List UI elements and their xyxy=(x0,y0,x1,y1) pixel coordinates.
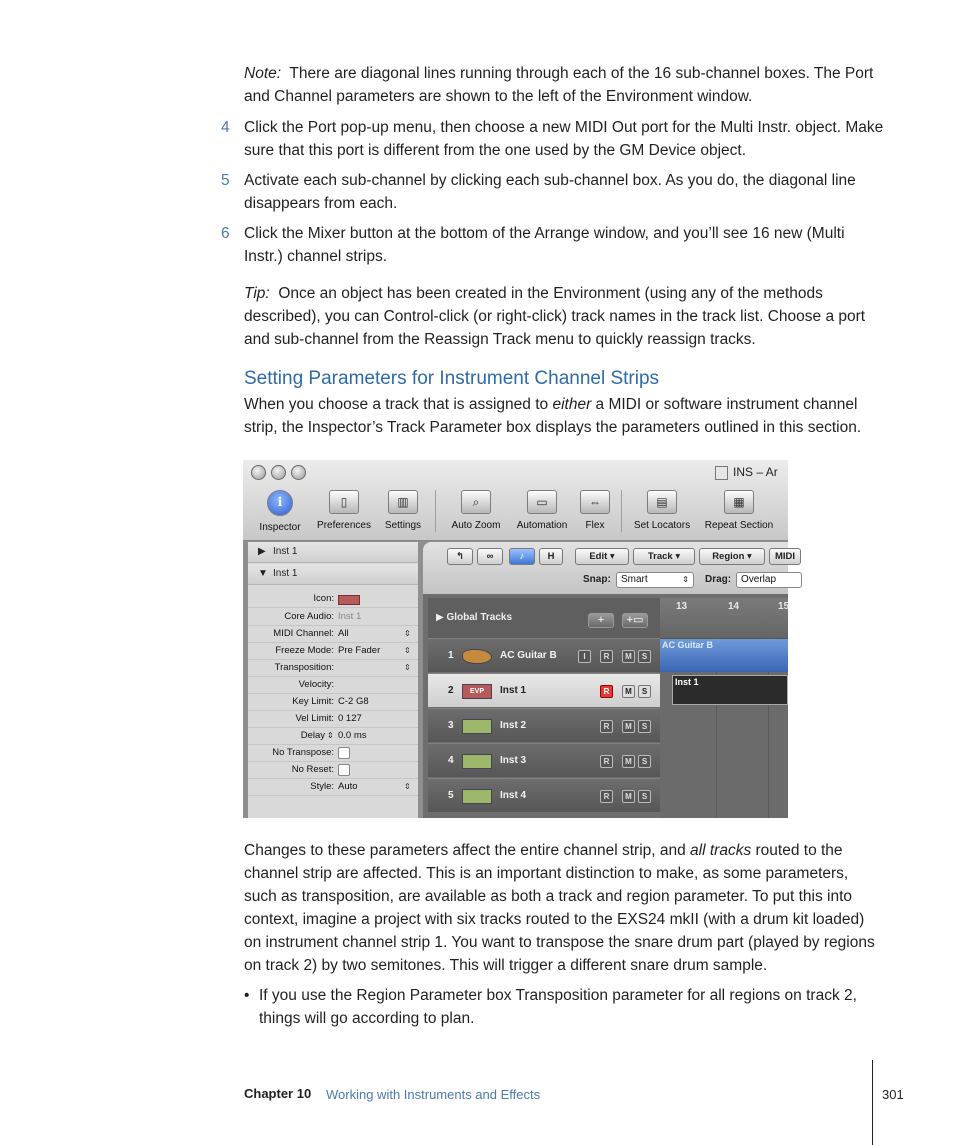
catch-icon[interactable]: ♪ xyxy=(509,548,535,565)
param-style[interactable] xyxy=(248,778,418,796)
midi-region[interactable] xyxy=(672,675,788,705)
mute-button[interactable]: M xyxy=(622,790,635,803)
keyboard-icon xyxy=(462,754,492,769)
inspector-track-row[interactable] xyxy=(248,564,418,585)
record-button[interactable]: R xyxy=(600,755,613,768)
toolbar-label: Repeat Section xyxy=(704,520,774,531)
param-value: Auto xyxy=(338,781,358,792)
body-text: Changes to these parameters affect the entire channel strip, and xyxy=(244,842,691,859)
param-key: Freeze Mode: xyxy=(275,645,334,656)
step-text: Activate each sub-channel by clicking each sub-channel box. As you do, the diagonal line disappears from each. xyxy=(244,172,856,212)
window-toolbar xyxy=(243,460,788,541)
ruler-number: 15 xyxy=(778,601,790,612)
solo-button[interactable]: S xyxy=(638,685,651,698)
body-paragraph xyxy=(244,839,884,977)
stepper-icon[interactable]: ⇕ xyxy=(404,646,411,655)
snap-label: Snap: xyxy=(583,574,611,585)
track-row[interactable] xyxy=(428,708,660,742)
record-button[interactable]: R xyxy=(600,720,613,733)
disclosure-down-icon: ▼ xyxy=(258,568,268,579)
param-key-limit[interactable] xyxy=(248,693,418,711)
snap-select[interactable] xyxy=(616,572,694,588)
link-icon[interactable]: ∞ xyxy=(477,548,503,565)
global-tracks-label: Global Tracks xyxy=(446,612,513,623)
param-icon[interactable] xyxy=(248,590,418,608)
param-no-transpose[interactable] xyxy=(248,744,418,762)
ruler-number: 13 xyxy=(676,601,688,612)
record-button[interactable]: R xyxy=(600,790,613,803)
toolbar-label: Auto Zoom xyxy=(451,520,501,531)
param-key: No Reset: xyxy=(291,764,334,775)
duplicate-track-icon[interactable]: +▭ xyxy=(622,613,648,628)
toolbar-label: Settings xyxy=(384,520,422,531)
toolbar-separator xyxy=(435,490,436,532)
param-value: 0 127 xyxy=(338,713,362,724)
record-button[interactable]: R xyxy=(600,650,613,663)
param-key: Core Audio: xyxy=(284,611,334,622)
toolbar-flex-button[interactable] xyxy=(577,490,613,538)
keyboard-icon xyxy=(462,789,492,804)
set-locators-icon: ▤ xyxy=(647,490,677,514)
record-button[interactable]: R xyxy=(600,685,613,698)
solo-button[interactable]: S xyxy=(638,720,651,733)
toolbar-inspector-button[interactable] xyxy=(251,490,309,538)
toolbar-label: Automation xyxy=(516,520,568,531)
region-menu[interactable]: Region ▾ xyxy=(699,548,765,565)
audio-region[interactable] xyxy=(660,639,788,672)
step-number: 6 xyxy=(221,225,230,242)
no-transpose-checkbox[interactable] xyxy=(338,747,350,759)
tip-text: Once an object has been created in the Environment (using any of the methods described), you can Control-click (or right-click) track names in the track list. Choose a port and sub-channel from the Reassign Track menu to quickly reassign tracks. xyxy=(244,285,866,348)
track-number: 2 xyxy=(448,685,454,696)
solo-button[interactable]: S xyxy=(638,790,651,803)
param-value: Inst 1 xyxy=(338,611,362,622)
track-number: 4 xyxy=(448,755,454,766)
toolbar-preferences-button[interactable] xyxy=(311,490,377,538)
preferences-icon: ▯ xyxy=(329,490,359,514)
drag-select[interactable] xyxy=(736,572,802,588)
track-row[interactable] xyxy=(428,673,660,707)
menu-label: MIDI xyxy=(774,551,796,562)
stepper-icon: ⇕ xyxy=(682,575,689,584)
input-monitor-button[interactable]: I xyxy=(578,650,591,663)
step-number: 5 xyxy=(221,172,230,189)
arrange-window xyxy=(423,542,796,818)
tip-paragraph xyxy=(244,282,884,351)
stepper-icon[interactable]: ⇕ xyxy=(404,663,411,672)
note-text: There are diagonal lines running through each of the 16 sub-channel boxes. The Port and Channel parameters are shown to the left of the Environment window. xyxy=(244,65,874,105)
bar-ruler[interactable] xyxy=(660,598,788,639)
arrange-toolbar xyxy=(423,542,796,594)
param-velocity[interactable] xyxy=(248,676,418,694)
param-transposition[interactable] xyxy=(248,659,418,677)
window-title: INS – Ar xyxy=(733,465,778,479)
param-vel-limit[interactable] xyxy=(248,710,418,728)
track-name: AC Guitar B xyxy=(500,650,557,661)
footer-chapter: Chapter 10 xyxy=(244,1086,312,1101)
global-tracks-row[interactable]: ▶ Global Tracks xyxy=(428,598,660,638)
track-name: Inst 3 xyxy=(500,755,527,766)
toolbar-settings-button[interactable] xyxy=(379,490,427,538)
toolbar-label: Preferences xyxy=(317,520,371,531)
drag-label: Drag: xyxy=(705,574,732,585)
region-name: Inst 1 xyxy=(675,677,699,687)
close-window-icon[interactable] xyxy=(251,465,266,480)
snap-value: Smart xyxy=(621,574,648,585)
intro-text: a MIDI or software instrument channel strip, the Inspector’s Track Parameter box displays the parameters outlined in this section. xyxy=(244,396,862,436)
stepper-icon[interactable]: ⇕ xyxy=(327,731,334,740)
param-key: MIDI Channel: xyxy=(273,628,334,639)
region-name: AC Guitar B xyxy=(662,640,714,650)
param-key: Velocity: xyxy=(298,679,334,690)
zoom-window-icon[interactable] xyxy=(291,465,306,480)
menu-label: Edit xyxy=(589,551,608,562)
param-core-audio[interactable] xyxy=(248,608,418,626)
page-number: 301 xyxy=(882,1087,904,1102)
mute-button[interactable]: M xyxy=(622,685,635,698)
track-name: Inst 2 xyxy=(500,720,527,731)
track-name: Inst 4 xyxy=(500,790,527,801)
tip-label: Tip: xyxy=(244,285,270,302)
automation-icon: ▭ xyxy=(527,490,557,514)
param-value: Pre Fader xyxy=(338,645,381,656)
step-number: 4 xyxy=(221,119,230,136)
body-text: routed to the channel strip are affected. This is an important distinction to make, as some parameters, such as transposition, are available as both a track and region parameter. To put this into context, imagine a project with six tracks routed to the EXS24 mkII (with a drum kit loaded) on instrument channel strip 1. You want to transpose the snare drum part (played by regions on track 2) by two semitones. This will trigger a different snare drum sample. xyxy=(244,842,875,974)
evp-icon: EVP xyxy=(462,684,492,699)
document-icon xyxy=(715,466,728,480)
keyboard-icon xyxy=(462,719,492,734)
inspector-panel xyxy=(248,542,418,818)
inspector-row-label: Inst 1 xyxy=(273,568,298,579)
track-menu[interactable]: Track ▾ xyxy=(633,548,695,565)
drag-value: Overlap xyxy=(741,574,777,585)
magnifier-icon: ⌕ xyxy=(461,490,491,514)
mute-button[interactable]: M xyxy=(622,755,635,768)
solo-button[interactable]: S xyxy=(638,650,651,663)
edit-menu[interactable]: Edit ▾ xyxy=(575,548,629,565)
disclosure-right-icon: ▶ xyxy=(258,546,266,557)
footer-divider xyxy=(872,1060,873,1145)
toolbar-separator xyxy=(621,490,622,532)
param-key: Key Limit: xyxy=(292,696,334,707)
settings-icon: ▥ xyxy=(388,490,418,514)
track-number: 5 xyxy=(448,790,454,801)
repeat-section-icon: ▦ xyxy=(724,490,754,514)
section-heading: Setting Parameters for Instrument Channel Strips xyxy=(244,368,660,389)
section-intro xyxy=(244,393,884,439)
guitar-icon xyxy=(462,649,492,664)
stepper-icon[interactable]: ⇕ xyxy=(404,782,411,791)
track-row[interactable] xyxy=(428,778,660,812)
track-name: Inst 1 xyxy=(500,685,527,696)
minimize-window-icon[interactable] xyxy=(271,465,286,480)
track-number: 1 xyxy=(448,650,454,661)
param-key: No Transpose: xyxy=(272,747,334,758)
param-midi-channel[interactable] xyxy=(248,625,418,643)
param-no-reset[interactable] xyxy=(248,761,418,779)
note-paragraph xyxy=(244,62,884,108)
bullet-marker: • xyxy=(244,987,250,1004)
midi-menu[interactable] xyxy=(769,548,801,565)
mute-button[interactable]: M xyxy=(622,720,635,733)
back-arrow-icon[interactable]: ↰ xyxy=(447,548,473,565)
track-row[interactable] xyxy=(428,638,660,672)
param-key: Icon: xyxy=(313,593,334,604)
toolbar-automation-button[interactable] xyxy=(511,490,573,538)
add-track-icon[interactable]: + xyxy=(588,613,614,628)
no-reset-checkbox[interactable] xyxy=(338,764,350,776)
menu-label: Track xyxy=(647,551,673,562)
menu-label: Region xyxy=(712,551,745,562)
toolbar-label: Set Locators xyxy=(633,520,691,531)
intro-text: When you choose a track that is assigned to xyxy=(244,396,553,413)
note-label: Note: xyxy=(244,65,282,82)
inspector-row-label: Inst 1 xyxy=(273,546,298,557)
body-emphasis: all tracks xyxy=(690,842,752,859)
param-value: 0.0 ms xyxy=(338,730,367,741)
bullet-text: If you use the Region Parameter box Transposition parameter for all regions on track 2, things will go according to plan. xyxy=(259,987,857,1027)
inspector-region-row[interactable] xyxy=(248,542,418,563)
arrange-timeline xyxy=(660,598,788,818)
mute-button[interactable]: M xyxy=(622,650,635,663)
info-icon: i xyxy=(267,490,293,516)
param-delay[interactable] xyxy=(248,727,418,745)
track-number: 3 xyxy=(448,720,454,731)
step-text: Click the Mixer button at the bottom of the Arrange window, and you’ll see 16 new (Multi Instr.) channel strips. xyxy=(244,225,845,265)
track-icon-thumbnail[interactable] xyxy=(338,595,360,605)
param-key: Transposition: xyxy=(274,662,334,673)
param-value: All xyxy=(338,628,349,639)
toolbar-auto-zoom-button[interactable] xyxy=(445,490,507,538)
ruler-number: 14 xyxy=(728,601,740,612)
intro-emphasis: either xyxy=(552,396,592,413)
track-list xyxy=(428,598,660,818)
param-key: Style: xyxy=(310,781,334,792)
hide-button[interactable]: H xyxy=(539,548,563,565)
solo-button[interactable]: S xyxy=(638,755,651,768)
logic-screenshot xyxy=(243,460,796,818)
toolbar-set-locators-button[interactable] xyxy=(629,490,695,538)
param-key: Delay xyxy=(300,730,325,741)
footer-chapter-title: Working with Instruments and Effects xyxy=(326,1087,541,1102)
step-text: Click the Port pop-up menu, then choose a new MIDI Out port for the Multi Instr. object. Make sure that this port is different from the one used by the GM Device object. xyxy=(244,119,884,159)
param-value: C-2 G8 xyxy=(338,696,369,707)
track-row[interactable] xyxy=(428,743,660,777)
param-key: Vel Limit: xyxy=(295,713,334,724)
param-freeze-mode[interactable] xyxy=(248,642,418,660)
toolbar-label: Flex xyxy=(585,520,605,531)
toolbar-repeat-section-button[interactable] xyxy=(699,490,779,538)
toolbar-label: Inspector xyxy=(259,522,301,533)
flex-icon: ⇔ xyxy=(580,490,610,514)
stepper-icon[interactable]: ⇕ xyxy=(404,629,411,638)
